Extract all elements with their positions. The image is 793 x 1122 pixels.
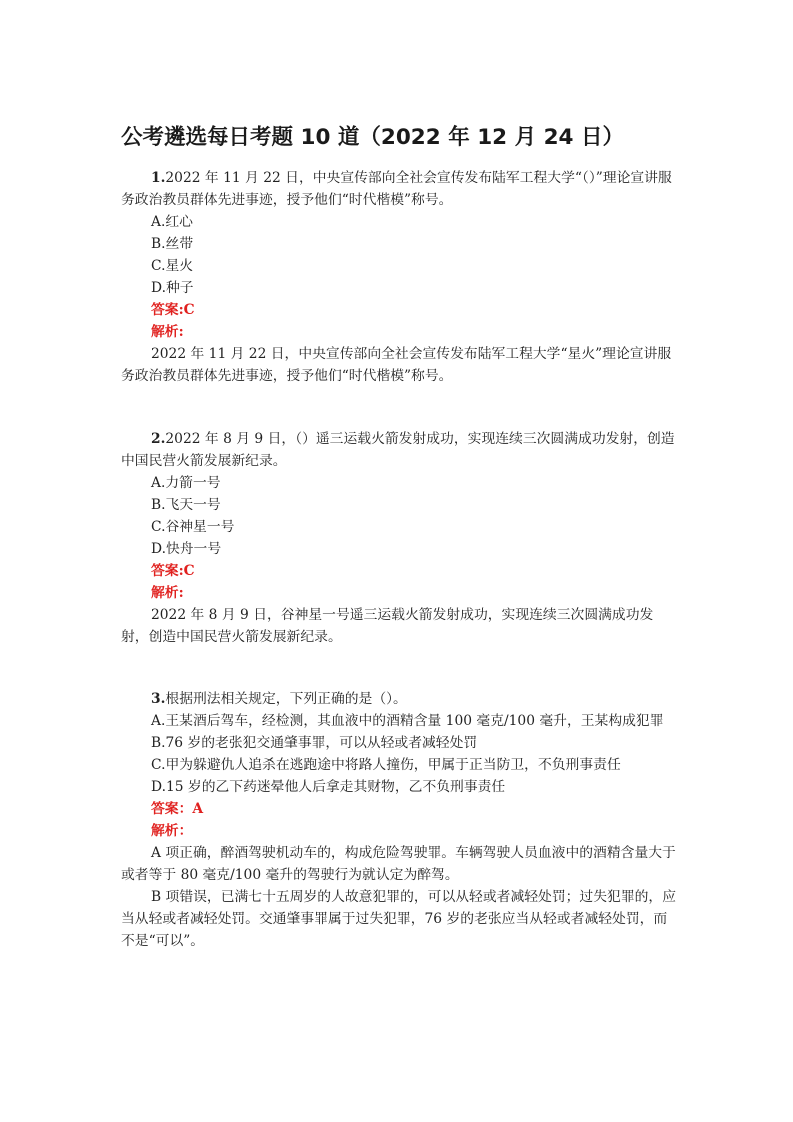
- option-a: A.王某酒后驾车，经检测，其血液中的酒精含量 100 毫克/100 毫升，王某构成犯罪: [151, 713, 664, 729]
- answer: 答案:C: [151, 302, 195, 318]
- question-3: [121, 688, 676, 952]
- analysis-label: 解析：: [151, 823, 193, 839]
- question-text: 根据刑法相关规定，下列正确的是（）。: [165, 691, 407, 707]
- question-stem: [121, 428, 676, 472]
- option-d: D.快舟一号: [151, 541, 222, 557]
- option-c: C.谷神星一号: [151, 519, 235, 535]
- option-b: B.76 岁的老张犯交通肇事罪，可以从轻或者减轻处罚: [151, 735, 478, 751]
- analysis-text: 2022 年 8 月 9 日，谷神星一号遥三运载火箭发射成功，实现连续三次圆满成功发射，创造中国民营火箭发展新纪录。: [121, 607, 654, 645]
- analysis-text: B 项错误，已满七十五周岁的人故意犯罪的，可以从轻或者减轻处罚；过失犯罪的，应当从轻或者减轻处罚。交通肇事罪属于过失犯罪，76 岁的老张应当从轻或者减轻处罚，而不是“可以”。: [121, 889, 677, 949]
- analysis-text: A 项正确，醉酒驾驶机动车的，构成危险驾驶罪。车辆驾驶人员血液中的酒精含量大于或者等于 80 毫克/100 毫升的驾驶行为就认定为醉驾。: [121, 845, 676, 883]
- analysis-label: 解析:: [151, 585, 184, 601]
- analysis-text: 2022 年 11 月 22 日，中央宣传部向全社会宣传发布陆军工程大学“星火”理论宣讲服务政治教员群体先进事迹，授予他们“时代楷模”称号。: [121, 346, 672, 384]
- option-b: B.丝带: [151, 236, 194, 252]
- option-a: A.红心: [151, 214, 193, 230]
- question-number: 3.: [151, 691, 166, 707]
- option-d: D.15 岁的乙下药迷晕他人后拿走其财物，乙不负刑事责任: [151, 779, 506, 795]
- question-stem: [121, 167, 676, 211]
- option-b: B.飞天一号: [151, 497, 221, 513]
- question-2: [121, 428, 676, 648]
- option-c: C.甲为躲避仇人追杀在逃跑途中将路人撞伤，甲属于正当防卫，不负刑事责任: [151, 757, 621, 773]
- page-title: 公考遴选每日考题 10 道（2022 年 12 月 24 日）: [121, 125, 624, 150]
- answer: 答案：A: [151, 801, 204, 817]
- analysis-label: 解析:: [151, 324, 184, 340]
- question-text: 2022 年 11 月 22 日，中央宣传部向全社会宣传发布陆军工程大学“（）”理论宣讲服务政治教员群体先进事迹，授予他们“时代楷模”称号。: [121, 170, 672, 208]
- question-number: 1.: [151, 170, 166, 186]
- question-stem: [121, 688, 676, 710]
- question-number: 2.: [151, 431, 166, 447]
- answer: 答案:C: [151, 563, 195, 579]
- question-text: 2022 年 8 月 9 日，（）遥三运载火箭发射成功，实现连续三次圆满成功发射，创造中国民营火箭发展新纪录。: [121, 431, 675, 469]
- option-d: D.种子: [151, 280, 194, 296]
- question-1: [121, 167, 676, 387]
- option-c: C.星火: [151, 258, 194, 274]
- option-a: A.力箭一号: [151, 475, 221, 491]
